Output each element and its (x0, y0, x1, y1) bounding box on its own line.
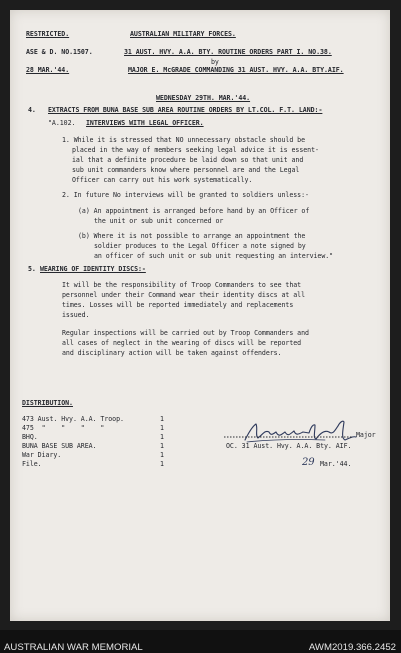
footer-accession-number: AWM2019.366.2452 (308, 642, 396, 653)
distribution-qty: 1 (160, 433, 164, 441)
orders-title: 31 AUST. HVY. A.A. BTY. ROUTINE ORDERS PART I. NO.38. (124, 48, 332, 56)
item4-sub-b-line: soldier produces to the Legal Officer a note signed by (94, 242, 306, 250)
item5-para1-line: times. Losses will be reported immediately and replacements (62, 301, 294, 309)
reference-number: ASE & D. NO.1507. (26, 48, 93, 56)
distribution-qty: 1 (160, 424, 164, 432)
archive-footer (0, 630, 401, 653)
item5-para1-line: issued. (62, 311, 90, 319)
item4-sub-b-line: (b) Where it is not possible to arrange an appointment the (78, 232, 306, 240)
item4-para1-line: sub unit commanders know where personnel are and the Legal (72, 166, 300, 174)
item4-sub-ref: "A.102. (48, 119, 76, 127)
footer-institution: AUSTRALIAN WAR MEMORIAL (4, 642, 143, 653)
document-page (10, 10, 390, 621)
item5-para2-line: all cases of neglect in the wearing of discs will be reported (62, 339, 302, 347)
restricted-label: RESTRICTED. (26, 30, 70, 38)
item5-number: 5. (28, 265, 36, 273)
distribution-recipient: 475 " " " " (22, 424, 105, 432)
item4-para1-line: Officer can carry out his work systematically. (72, 176, 253, 184)
force-heading: AUSTRALIAN MILITARY FORCES. (130, 30, 236, 38)
item4-sub-title: INTERVIEWS WITH LEGAL OFFICER. (86, 119, 204, 127)
by-label: by (211, 58, 219, 66)
item5-para1-line: personnel under their Command wear their identity discs at all (62, 291, 306, 299)
item4-para1-line: placed in the way of members seeking legal advice it is essent- (72, 146, 319, 154)
handwritten-date-day: 29 (302, 457, 315, 468)
signatory-rank: Major (356, 431, 376, 439)
commander-line: MAJOR E. McGRADE COMMANDING 31 AUST. HVY. A.A. BTY.AIF. (128, 66, 344, 74)
item5-title: WEARING OF IDENTITY DISCS:- (40, 265, 146, 273)
item4-para2: 2. In future No interviews will be granted to soldiers unless:- (62, 191, 309, 199)
item4-para1-line: ial that a definite procedure be laid down so that unit and (72, 156, 304, 164)
distribution-recipient: BUNA BASE SUB AREA. (22, 442, 97, 450)
distribution-qty: 1 (160, 442, 164, 450)
distribution-recipient: 473 Aust. Hvy. A.A. Troop. (22, 415, 124, 423)
signature-dotted-line (224, 435, 354, 439)
day-heading: WEDNESDAY 29TH. MAR.'44. (156, 94, 251, 102)
distribution-qty: 1 (160, 460, 164, 468)
item5-para1-line: It will be the responsibility of Troop Commanders to see that (62, 281, 302, 289)
item4-sub-a-line: the unit or sub unit concerned or (94, 217, 224, 225)
item4-title: EXTRACTS FROM BUNA BASE SUB AREA ROUTINE ORDERS BY LT.COL. F.T. LAND:- (48, 106, 323, 114)
distribution-recipient: File. (22, 460, 42, 468)
item4-number: 4. (28, 106, 36, 114)
distribution-recipient: BHQ. (22, 433, 38, 441)
item5-para2-line: and disciplinary action will be taken against offenders. (62, 349, 282, 357)
item4-sub-a-line: (a) An appointment is arranged before hand by an Officer of (78, 207, 310, 215)
distribution-heading: DISTRIBUTION. (22, 399, 73, 407)
distribution-qty: 1 (160, 415, 164, 423)
item4-para1-line: 1. While it is stressed that NO unnecessary obstacle should be (62, 136, 306, 144)
signatory-unit: OC. 31 Aust. Hvy. A.A. Bty. AIF. (226, 442, 352, 450)
signature-date: Mar.'44. (320, 460, 352, 468)
item4-sub-b-line: an officer of such unit or sub unit requesting an interview." (94, 252, 334, 260)
distribution-qty: 1 (160, 451, 164, 459)
item5-para2-line: Regular inspections will be carried out by Troop Commanders and (62, 329, 309, 337)
header-date: 28 MAR.'44. (26, 66, 70, 74)
distribution-recipient: War Diary. (22, 451, 62, 459)
